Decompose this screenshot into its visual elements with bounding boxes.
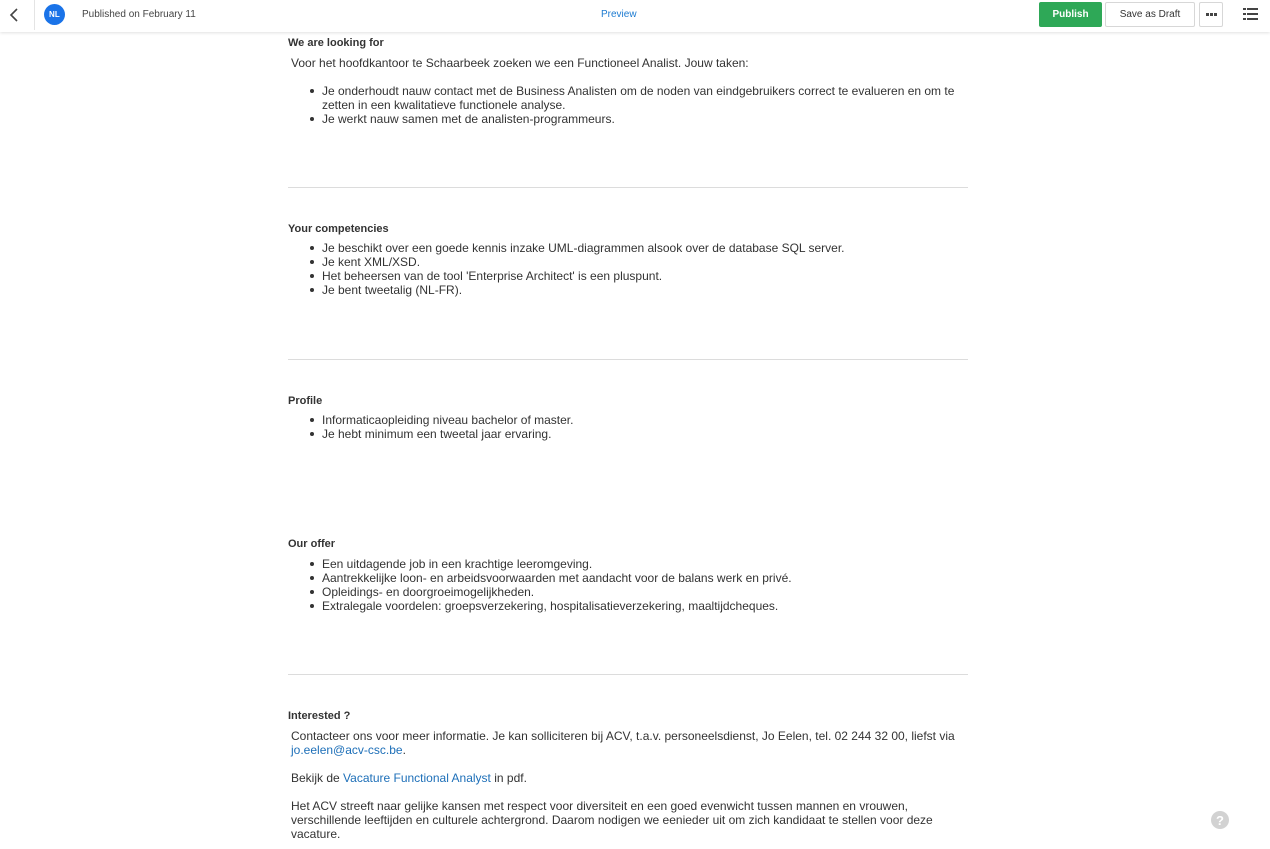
list-item: Je bent tweetalig (NL-FR). bbox=[308, 283, 968, 297]
more-horizontal-icon bbox=[1206, 13, 1209, 16]
list-item: Opleidings- en doorgroeimogelijkheden. bbox=[308, 585, 968, 599]
publish-button[interactable]: Publish bbox=[1039, 2, 1102, 27]
top-bar bbox=[0, 0, 1270, 32]
offer-list bbox=[308, 557, 968, 613]
list-item: Het beheersen van de tool 'Enterprise Architect' is een pluspunt. bbox=[308, 269, 968, 283]
list-item: Je hebt minimum een tweetal jaar ervaring. bbox=[308, 427, 968, 441]
vacature-pdf-link[interactable]: Vacature Functional Analyst bbox=[343, 771, 491, 785]
profile-list bbox=[308, 413, 968, 441]
contact-paragraph: Contacteer ons voor meer informatie. Je kan solliciteren bij ACV, t.a.v. personeelsdienst, Jo Eelen, tel. 02 244 32 00, liefst via jo.eelen@acv-csc.be. bbox=[291, 729, 955, 757]
looking-for-intro: Voor het hoofdkantoor te Schaarbeek zoeken we een Functioneel Analist. Jouw taken: bbox=[291, 56, 749, 70]
section-heading-offer: Our offer bbox=[288, 538, 336, 550]
looking-for-list bbox=[308, 84, 968, 126]
competencies-list bbox=[308, 241, 968, 297]
avatar[interactable]: NL bbox=[44, 4, 65, 25]
save-draft-button[interactable]: Save as Draft bbox=[1105, 2, 1195, 27]
list-item: Je onderhoudt nauw contact met de Business Analisten om de noden van eindgebruikers correct te evalueren en om te zetten in een kwalitatieve functionele analyse. bbox=[308, 84, 968, 112]
more-options-button[interactable] bbox=[1199, 2, 1223, 27]
list-item: Een uitdagende job in een krachtige leeromgeving. bbox=[308, 557, 968, 571]
list-view-icon[interactable] bbox=[1243, 7, 1258, 21]
list-item: Je kent XML/XSD. bbox=[308, 255, 968, 269]
list-item: Informaticaopleiding niveau bachelor of master. bbox=[308, 413, 968, 427]
help-icon[interactable]: ? bbox=[1211, 811, 1229, 829]
divider bbox=[288, 187, 968, 188]
list-item: Je werkt nauw samen met de analisten-programmeurs. bbox=[308, 112, 968, 126]
list-item: Extralegale voordelen: groepsverzekering, hospitalisatieverzekering, maaltijdcheques. bbox=[308, 599, 968, 613]
section-heading-looking-for: We are looking for bbox=[288, 37, 384, 49]
list-item: Aantrekkelijke loon- en arbeidsvoorwaarden met aandacht voor de balans werk en privé. bbox=[308, 571, 968, 585]
publish-status: Published on February 11 bbox=[82, 9, 196, 20]
divider bbox=[288, 359, 968, 360]
back-button[interactable] bbox=[0, 0, 35, 30]
section-heading-interested: Interested ? bbox=[288, 710, 351, 722]
preview-link[interactable]: Preview bbox=[601, 9, 637, 20]
pdf-paragraph: Bekijk de Vacature Functional Analyst in pdf. bbox=[291, 771, 527, 785]
list-item: Je beschikt over een goede kennis inzake UML-diagrammen alsook over de database SQL server. bbox=[308, 241, 968, 255]
section-heading-profile: Profile bbox=[288, 395, 323, 407]
divider bbox=[288, 674, 968, 675]
email-link[interactable]: jo.eelen@acv-csc.be bbox=[291, 743, 403, 757]
section-heading-competencies: Your competencies bbox=[288, 223, 389, 235]
diversity-paragraph: Het ACV streeft naar gelijke kansen met respect voor diversiteit en een goed evenwicht tussen mannen en vrouwen, verschillende leeftijden en culturele achtergrond. Daarom nodigen we eenieder uit om zich kandidaat te stellen voor deze vacature. bbox=[291, 799, 933, 841]
chevron-left-icon bbox=[9, 8, 21, 22]
